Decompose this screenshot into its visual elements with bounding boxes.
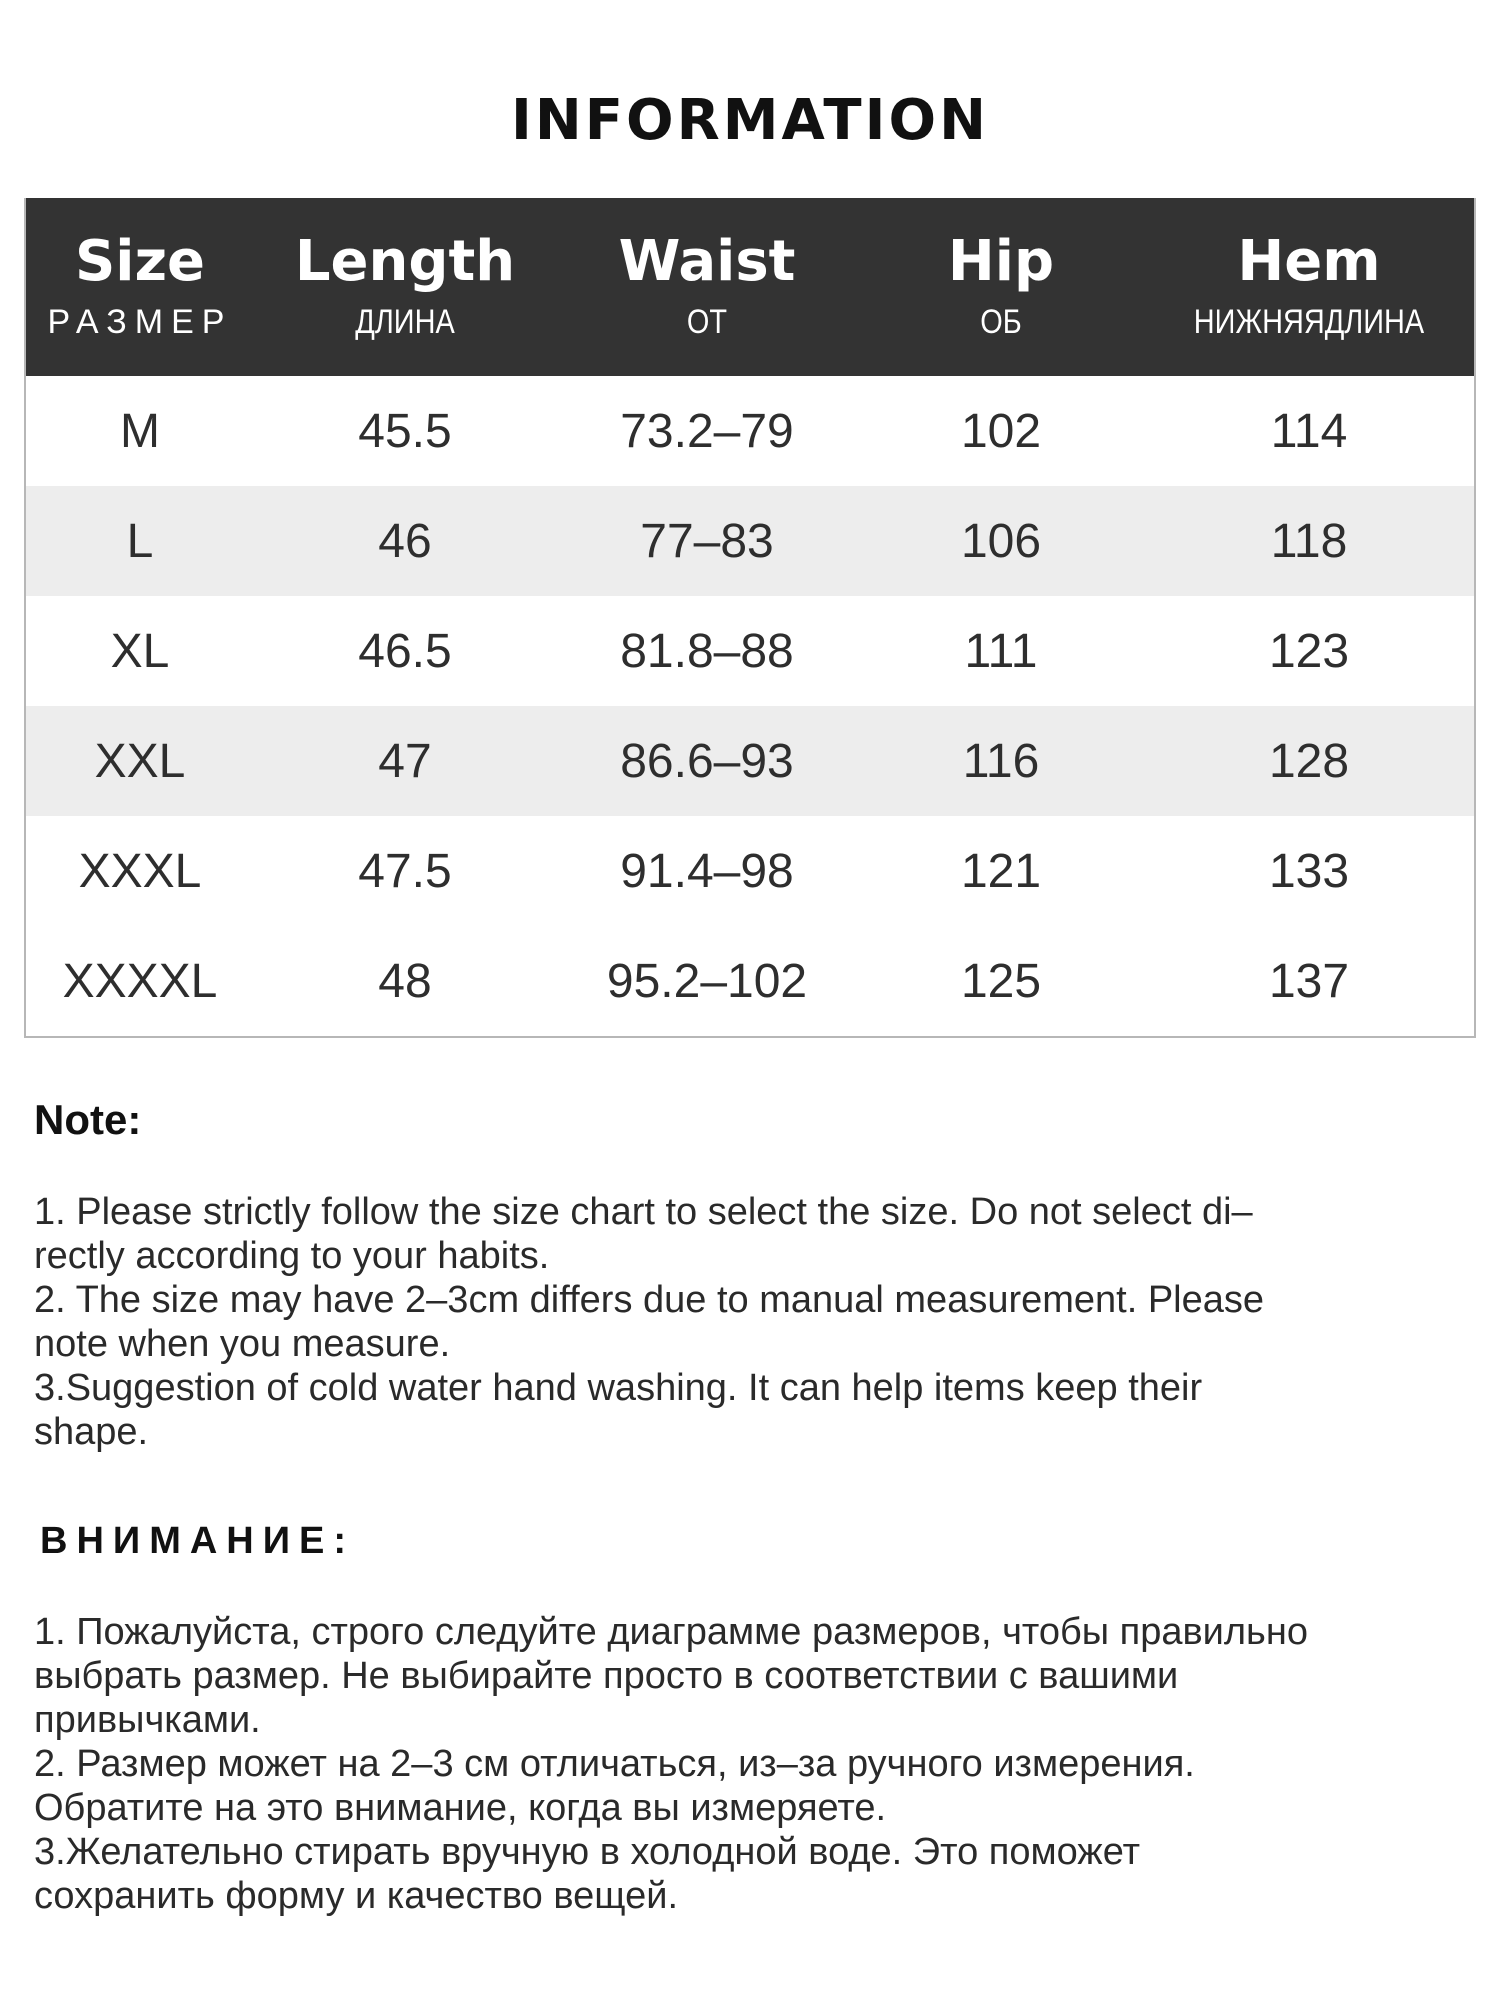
page-title: INFORMATION [511,88,989,153]
cell-size: XXL [94,734,186,788]
cell-length: 47.5 [358,844,452,898]
cell-hip: 102 [960,404,1042,458]
cell-size: M [120,404,160,458]
cell-hem: 128 [1268,734,1350,788]
cell-length: 45.5 [358,404,452,458]
note-line: rectly according to your habits. [34,1235,550,1277]
cell-length: 48 [378,954,432,1008]
cell-hip: 125 [960,954,1042,1008]
cell-hem: 137 [1268,954,1350,1008]
table-row [26,376,1474,486]
header-label-ru: ОТ [686,303,728,341]
table-row [26,596,1474,706]
cell-hem: 123 [1268,624,1350,678]
cell-waist: 95.2–102 [606,954,808,1008]
note-line: 1. Please strictly follow the size chart to select the size. Do not select di– [34,1191,1253,1233]
note-line: 2. Размер может на 2–3 см отличаться, из–за ручного измерения. [34,1743,1195,1785]
note-heading-en: Note: [34,1096,142,1143]
note-line: выбрать размер. Не выбирайте просто в соответствии с вашими [34,1655,1179,1697]
cell-size: XXXL [78,844,202,898]
cell-length: 47 [378,734,432,788]
header-label-en: Size [74,229,206,294]
note-line: сохранить форму и качество вещей. [34,1875,678,1917]
header-label-ru: ДЛИНА [355,303,455,341]
table-row [26,816,1474,926]
cell-hip: 116 [962,734,1040,788]
cell-hem: 133 [1268,844,1350,898]
cell-length: 46.5 [358,624,452,678]
note-line: 3.Желательно стирать вручную в холодной воде. Это поможет [34,1831,1141,1873]
size-chart-table [24,198,1476,1038]
table-row [26,706,1474,816]
cell-hem: 118 [1270,514,1348,568]
header-label-en: Hem [1237,229,1381,294]
header-label-en: Length [294,229,516,294]
note-line: 2. The size may have 2–3cm differs due to manual measurement. Please [34,1279,1265,1321]
header-waist [556,230,858,344]
note-text-en [34,1190,1454,1454]
cell-size: XL [110,624,170,678]
cell-waist: 73.2–79 [620,404,794,458]
cell-waist: 91.4–98 [620,844,794,898]
cell-hip: 111 [964,624,1038,678]
note-line: shape. [34,1411,149,1453]
note-line: привычками. [34,1699,261,1741]
note-line: note when you measure. [34,1323,451,1365]
table-header [26,198,1474,376]
note-line: 3.Suggestion of cold water hand washing. It can help items keep their [34,1367,1203,1409]
cell-waist: 81.8–88 [620,624,794,678]
cell-hip: 106 [960,514,1042,568]
cell-size: L [126,514,154,568]
cell-waist: 77–83 [640,514,774,568]
note-heading-ru: ВНИМАНИЕ: [40,1520,356,1562]
header-hem [1144,230,1474,344]
note-line: 1. Пожалуйста, строго следуйте диаграмме размеров, чтобы правильно [34,1611,1308,1653]
table-row [26,926,1474,1036]
cell-hem: 114 [1270,404,1348,458]
cell-size: XXXXL [62,954,218,1008]
cell-waist: 86.6–93 [620,734,794,788]
header-label-ru: ОБ [980,303,1022,341]
table-row [26,486,1474,596]
header-label-en: Waist [618,229,796,294]
header-label-ru: НИЖНЯЯДЛИНА [1193,303,1425,341]
header-size [26,230,254,344]
cell-length: 46 [378,514,432,568]
note-line: Обратите на это внимание, когда вы измеряете. [34,1787,887,1829]
header-label-ru: РАЗМЕР [47,303,233,341]
note-text-ru [34,1610,1454,1918]
header-length [254,230,556,344]
header-label-en: Hip [947,229,1055,294]
header-hip [858,230,1144,344]
cell-hip: 121 [960,844,1042,898]
